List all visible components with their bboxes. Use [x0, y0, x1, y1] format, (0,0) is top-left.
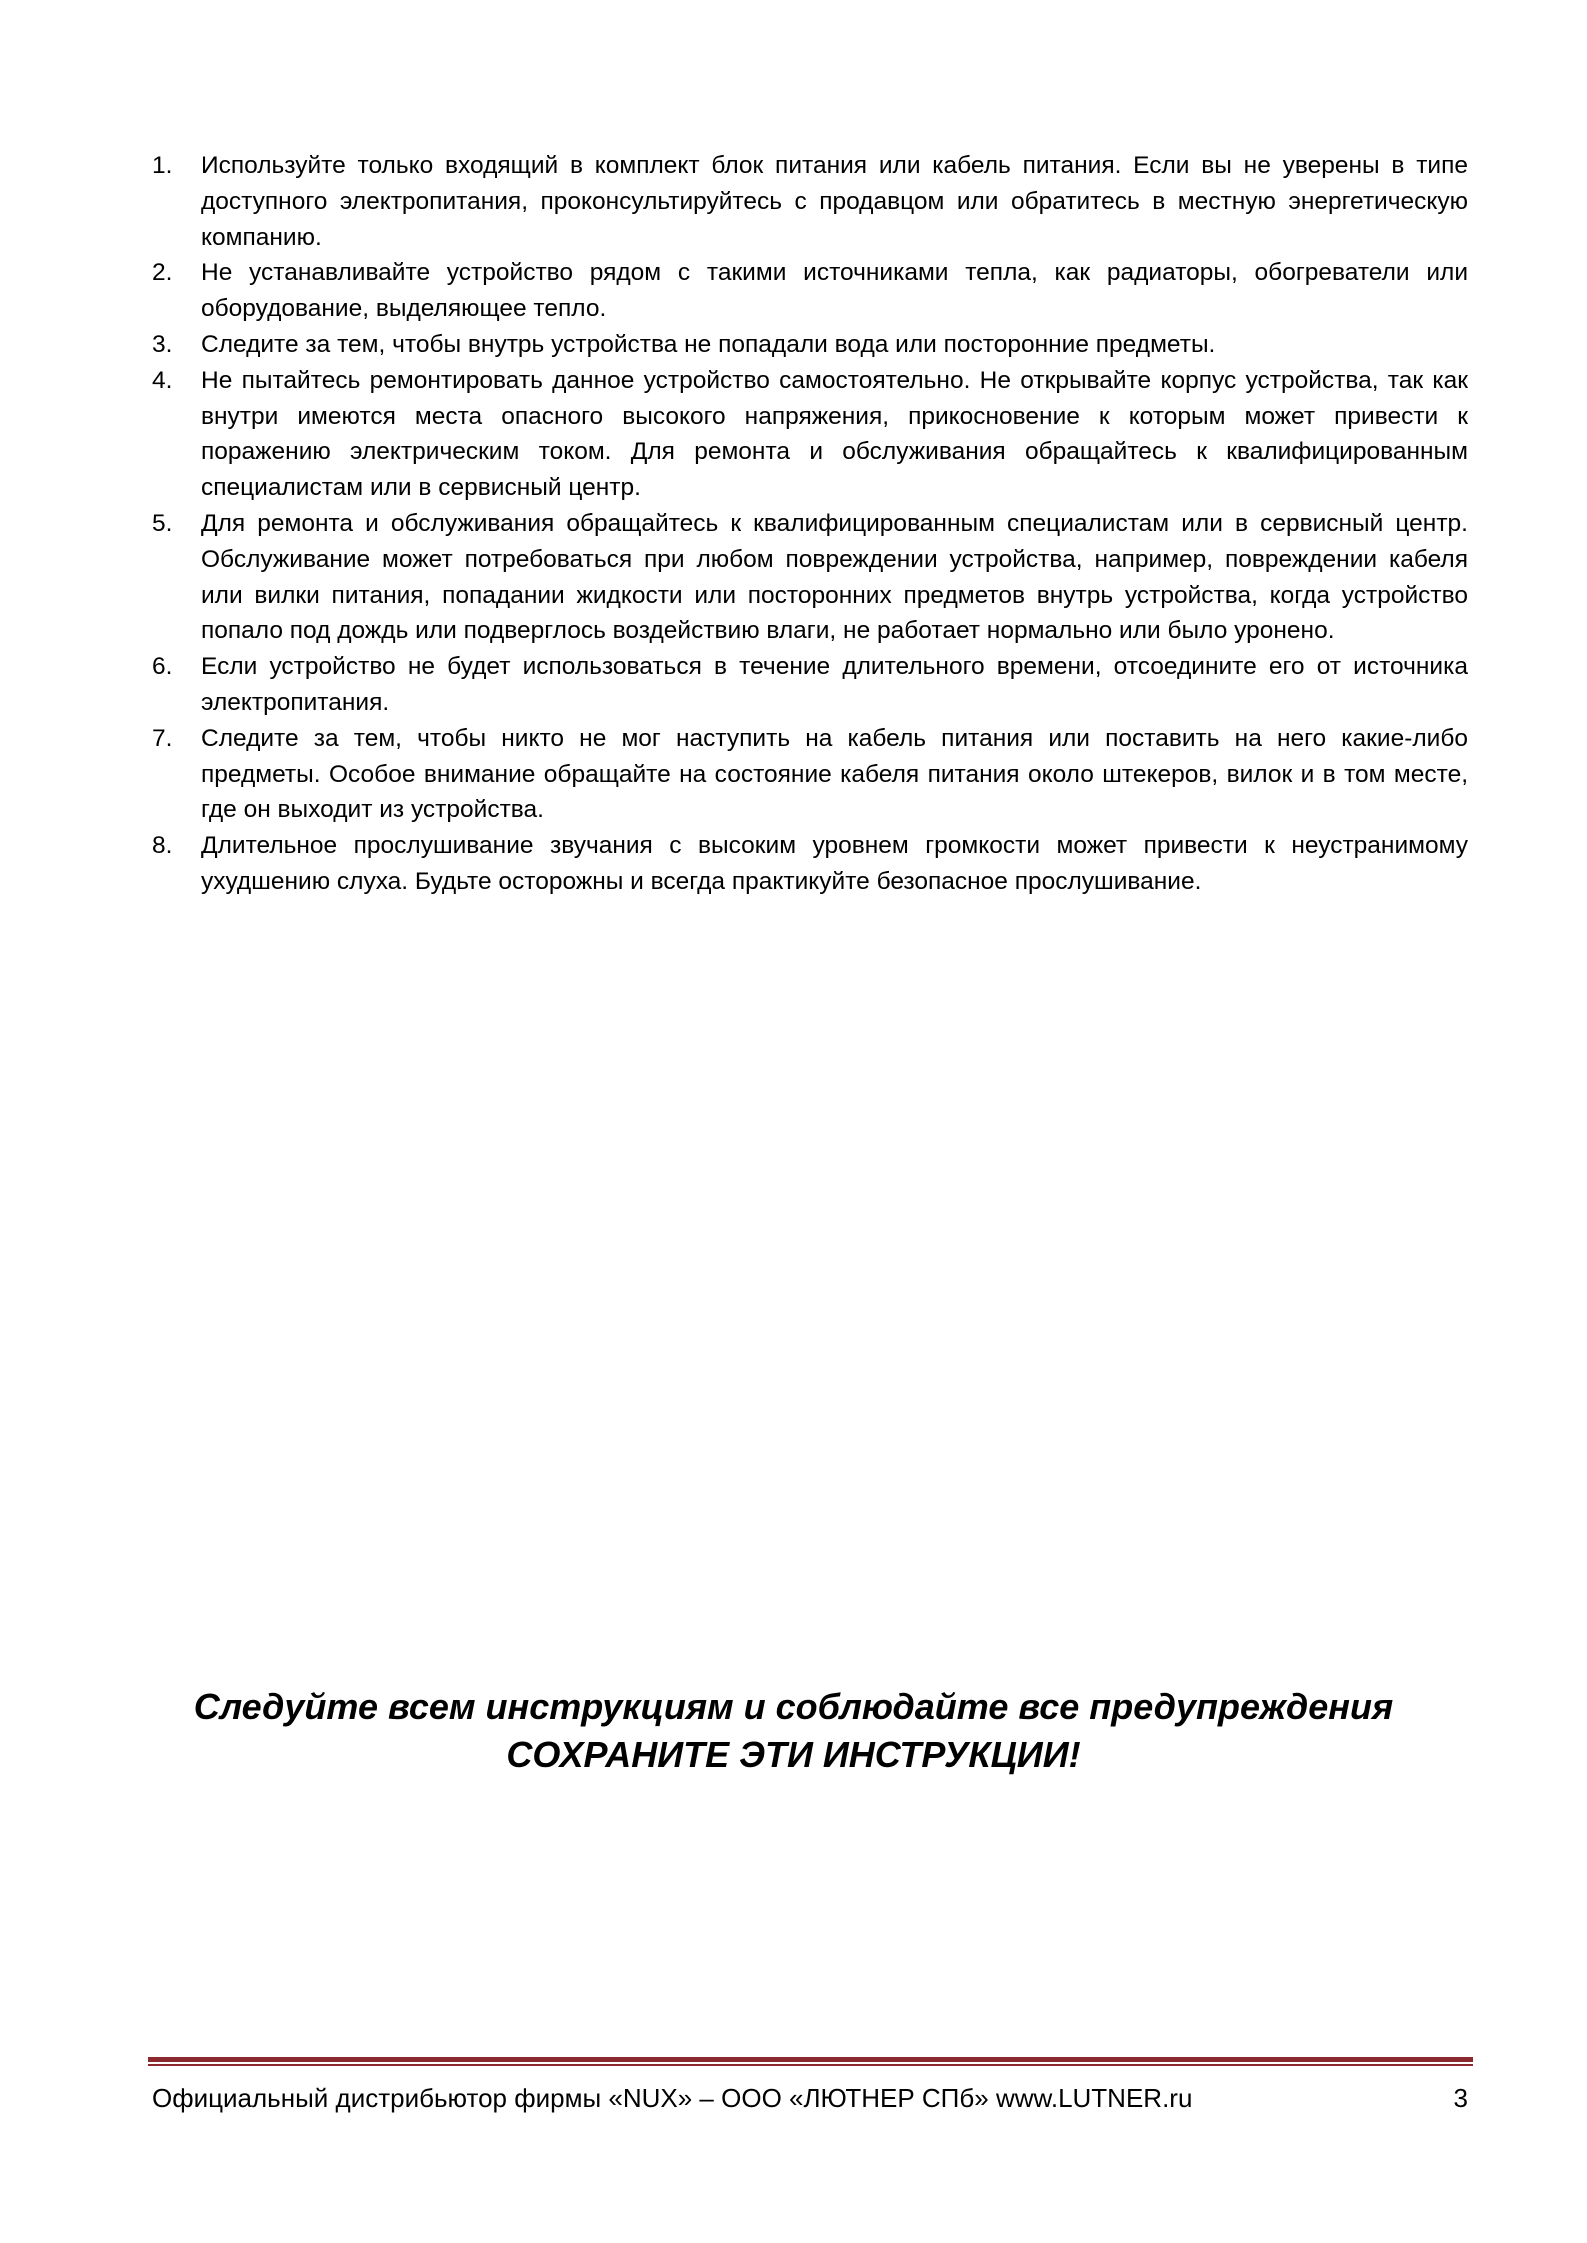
- item-number: 3.: [152, 330, 173, 358]
- closing-statement: [0, 1683, 1587, 1779]
- list-item: [152, 327, 1468, 363]
- footer-divider-thin: [148, 2064, 1473, 2066]
- list-item: [152, 721, 1468, 828]
- item-text: Следите за тем, чтобы никто не мог наступить на кабель питания или поставить на него какие-либо предметы. Особое внимание обращайте на состояние кабеля питания около штекеров, вилок и в том месте, где он выходит из устройства.: [201, 724, 1468, 824]
- item-text: Не устанавливайте устройство рядом с такими источниками тепла, как радиаторы, обогреватели или оборудование, выделяющее тепло.: [201, 259, 1468, 323]
- list-item: [152, 148, 1468, 255]
- item-text: Если устройство не будет использоваться в течение длительного времени, отсоедините его от источника электропитания.: [201, 653, 1468, 716]
- safety-instructions-list: [152, 148, 1468, 900]
- item-number: 4.: [152, 366, 173, 394]
- item-number: 2.: [152, 259, 173, 287]
- closing-line-save: СОХРАНИТЕ ЭТИ ИНСТРУКЦИИ!: [506, 1734, 1081, 1775]
- list-item: [152, 506, 1468, 649]
- item-text: Не пытайтесь ремонтировать данное устройство самостоятельно. Не открывайте корпус устройства, так как внутри имеются места опасного высокого напряжения, прикосновение к которым может привести к поражению электрическим током. Для ремонта и обслуживания обращайтесь к квалифицированным специалистам или в сервисный центр.: [201, 366, 1468, 502]
- item-text: Используйте только входящий в комплект блок питания или кабель питания. Если вы не уверены в типе доступного электропитания, проконсультируйтесь с продавцом или обратитесь в местную энергетическую компанию.: [201, 152, 1468, 251]
- item-text: Следите за тем, чтобы внутрь устройства не попадали вода или посторонние предметы.: [201, 330, 1216, 358]
- item-text: Для ремонта и обслуживания обращайтесь к квалифицированным специалистам или в сервисный центр. Обслуживание может потребоваться при любом повреждении устройства, например, повреждении кабеля или вилки питания, попадании жидкости или посторонних предметов внутрь устройства, когда устройство попало под дождь или подверглось воздействию влаги, не работает нормально или было уронено.: [201, 509, 1468, 645]
- item-text: Длительное прослушивание звучания с высоким уровнем громкости может привести к неустранимому ухудшению слуха. Будьте осторожны и всегда практикуйте безопасное прослушивание.: [201, 832, 1468, 895]
- item-number: 6.: [152, 653, 173, 681]
- page-number: 3: [1453, 2083, 1468, 2113]
- list-item: [152, 828, 1468, 900]
- list-item: [152, 255, 1468, 327]
- distributor-text: Официальный дистрибьютор фирмы «NUX» – ООО «ЛЮТНЕР СПб» www.LUTNER.ru: [152, 2083, 1193, 2113]
- item-number: 7.: [152, 724, 173, 752]
- page-footer: [152, 2080, 1468, 2116]
- item-number: 5.: [152, 509, 173, 537]
- item-number: 8.: [152, 832, 173, 860]
- list-item: [152, 363, 1468, 506]
- footer-divider: [148, 2057, 1473, 2066]
- closing-line-warnings: Следуйте всем инструкциям и соблюдайте все предупреждения: [193, 1686, 1394, 1727]
- item-number: 1.: [152, 152, 173, 179]
- list-item: [152, 649, 1468, 721]
